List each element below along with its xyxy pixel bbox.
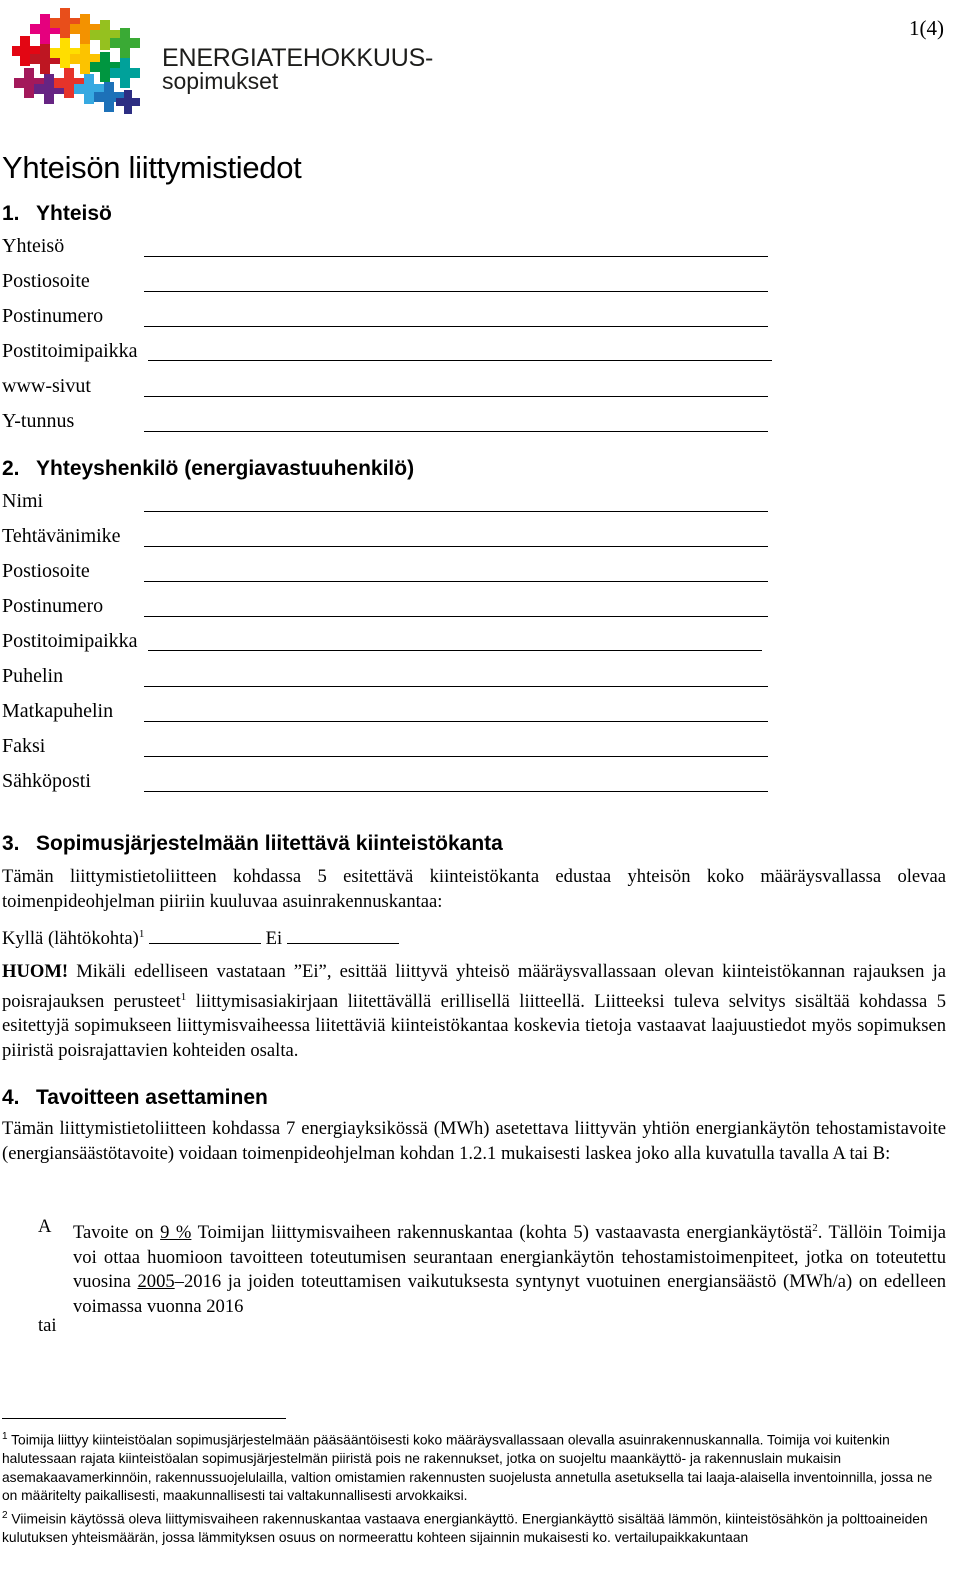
option-a-letter: A: [38, 1216, 52, 1237]
section3-heading: [2, 832, 503, 856]
field-label: Faksi: [2, 735, 46, 757]
footnote-2-text: Viimeisin käytössä oleva liittymisvaiheen rakennuskantaa vastaava energiankäyttö. Energiankäyttö sisältää lämmön, kiinteistösähkön ja polttoaineiden kulutuksen yhteismäärän, jossa lämmityksen osuus on normeerattu kohteen sijainnin mukaisesti ko. vertailupaikkakuntaan: [2, 1511, 928, 1546]
logo-text-line2: sopimukset: [162, 68, 279, 94]
huom-text-b: liittymisasiakirjaan liitettävällä erillisellä liitteellä. Liitteeksi tuleva selvitys sisältää kohdassa 5 esitettyjä sopimukseen liittymisvaiheessa liitettäviä kiinteistökantaa koskevia tietoja vastaavat laajuustiedot myös sopimuksen piiristä poisrajattavien kohteiden osalta.: [2, 990, 947, 1061]
field-label: Matkapuhelin: [2, 700, 114, 722]
yes-answer-line[interactable]: [149, 925, 261, 944]
footnote-1: [2, 1428, 946, 1506]
postinumero-input-line[interactable]: [144, 616, 768, 617]
section3-intro: Tämän liittymistietoliitteen kohdassa 5 esitettävä kiinteistökanta edustaa yhteisön koko määräysvallassa olevaa toimenpideohjelman piiriin kuuluvaa asuinrakennuskantaa:: [2, 866, 946, 912]
field-label: Postitoimipaikka: [2, 340, 138, 362]
footnote-ref: 1: [138, 927, 145, 940]
field-label: Postitoimipaikka: [2, 630, 138, 652]
yhteiso-input-line[interactable]: [144, 256, 768, 257]
section4-number: 4.: [2, 1086, 20, 1109]
target-percent: 9 %: [160, 1222, 192, 1244]
section1-heading: [2, 202, 112, 226]
nimi-input-line[interactable]: [144, 511, 768, 512]
huom-note: [2, 960, 946, 1063]
no-answer-line[interactable]: [287, 925, 399, 944]
postiosoite-input-line[interactable]: [144, 581, 768, 582]
footnote-1-number: 1: [2, 1431, 8, 1442]
huom-label: HUOM!: [2, 961, 69, 982]
yes-label: Kyllä (lähtökohta): [2, 928, 139, 949]
logo-mark-icon: [12, 6, 152, 116]
postiosoite-input-line[interactable]: [144, 291, 768, 292]
field-label: Postiosoite: [2, 560, 90, 582]
huom-text-a: Mikäli edelliseen vastataan ”Ei”, esittää liittyvä yhteisö määräysvallassaan olevan kiinteistökannan rajauksen ja poisrajauksen perusteet: [2, 961, 946, 1012]
postinumero-input-line[interactable]: [144, 326, 768, 327]
section3-title: Sopimusjärjestelmään liitettävä kiinteistökanta: [36, 832, 503, 855]
section3-number: 3.: [2, 832, 20, 855]
field-label: Puhelin: [2, 665, 64, 687]
option-a-text-1: Tavoite on: [73, 1222, 161, 1244]
option-a-text: [73, 1216, 946, 1319]
page-number: 1(4): [909, 16, 944, 40]
sahkoposti-input-line[interactable]: [144, 791, 768, 792]
postitoimipaikka-input-line[interactable]: [148, 650, 762, 651]
option-a-text-4: –2016 ja joiden toteuttamisen vaikutuksesta syntynyt vuotuinen energiansäästö (MWh/a) on edelleen voimassa vuonna 2016: [73, 1271, 946, 1317]
puhelin-input-line[interactable]: [144, 686, 768, 687]
field-label: Postinumero: [2, 305, 104, 327]
footnote-separator: [2, 1418, 286, 1419]
faksi-input-line[interactable]: [144, 756, 768, 757]
tehtavanimike-input-line[interactable]: [144, 546, 768, 547]
option-a-text-2: Toimijan liittymisvaiheen rakennuskantaa (kohta 5) vastaavasta energiankäytöstä: [191, 1222, 813, 1244]
footnote-1-text: Toimija liittyy kiinteistöalan sopimusjärjestelmään pääsääntöisesti koko määräysvallassaan olevalla asuinrakennuskannalla. Toimija voi kuitenkin halutessaan rajata kiinteistöalan sopimusjärjestelmän piiristä pois ne rakennukset, jotka on suojeltu maankäyttö- ja rakennuslain mukaisin asemakaavamerkinnöin, rakennussuojelulailla, valtion omistamien rakennusten suojelusta annetulla asetuksella tai laaja-alaisella inventoinnilla, jossa ne on määritelty paikallisesti, maakunnallisesti tai valtakunnallisesti arvokkaiksi.: [2, 1432, 933, 1504]
field-label: Yhteisö: [2, 235, 65, 257]
field-label: Postiosoite: [2, 270, 90, 292]
section2-heading: [2, 457, 414, 481]
y-tunnus-input-line[interactable]: [144, 431, 768, 432]
section2-title: Yhteyshenkilö (energiavastuuhenkilö): [36, 457, 415, 480]
postitoimipaikka-input-line[interactable]: [148, 360, 772, 361]
section1-title: Yhteisö: [36, 202, 112, 225]
start-year: 2005: [137, 1271, 175, 1293]
or-label: tai: [38, 1315, 57, 1336]
no-label: Ei: [265, 928, 283, 949]
field-label: Y-tunnus: [2, 410, 75, 432]
footnote-ref: 2: [812, 1222, 818, 1234]
field-label: Sähköposti: [2, 770, 91, 792]
field-label: www-sivut: [2, 375, 91, 397]
option-a-text-3: . Tällöin Toimija voi ottaa huomioon tavoitteen toteutumisen seurantaan energiankäytön tehostamistoimenpiteet, jotka on toteutettu vuosina: [73, 1222, 946, 1293]
footnote-2-number: 2: [2, 1510, 8, 1521]
field-label: Tehtävänimike: [2, 525, 121, 547]
logo: [12, 6, 434, 116]
matkapuhelin-input-line[interactable]: [144, 721, 768, 722]
field-label: Postinumero: [2, 595, 104, 617]
section4-heading: [2, 1086, 268, 1110]
footnote-ref: 1: [180, 990, 187, 1003]
section2-number: 2.: [2, 457, 20, 480]
field-label: Nimi: [2, 490, 44, 512]
scope-choice-row: [2, 925, 399, 950]
section4-title: Tavoitteen asettaminen: [36, 1086, 268, 1109]
footnote-2: [2, 1507, 946, 1548]
section4-intro: Tämän liittymistietoliitteen kohdassa 7 energiayksikössä (MWh) asetettava liittyvän yhtiön energiankäytön tehostamistavoite (energiansäästötavoite) voidaan toimenpideohjelman kohdan 1.2.1 mukaisesti laskea joko alla kuvatulla tavalla A tai B:: [2, 1118, 946, 1164]
section1-number: 1.: [2, 202, 20, 225]
logo-text-line1: ENERGIATEHOKKUUS-: [162, 44, 434, 72]
www-sivut-input-line[interactable]: [144, 396, 768, 397]
page-title: Yhteisön liittymistiedot: [2, 150, 302, 185]
